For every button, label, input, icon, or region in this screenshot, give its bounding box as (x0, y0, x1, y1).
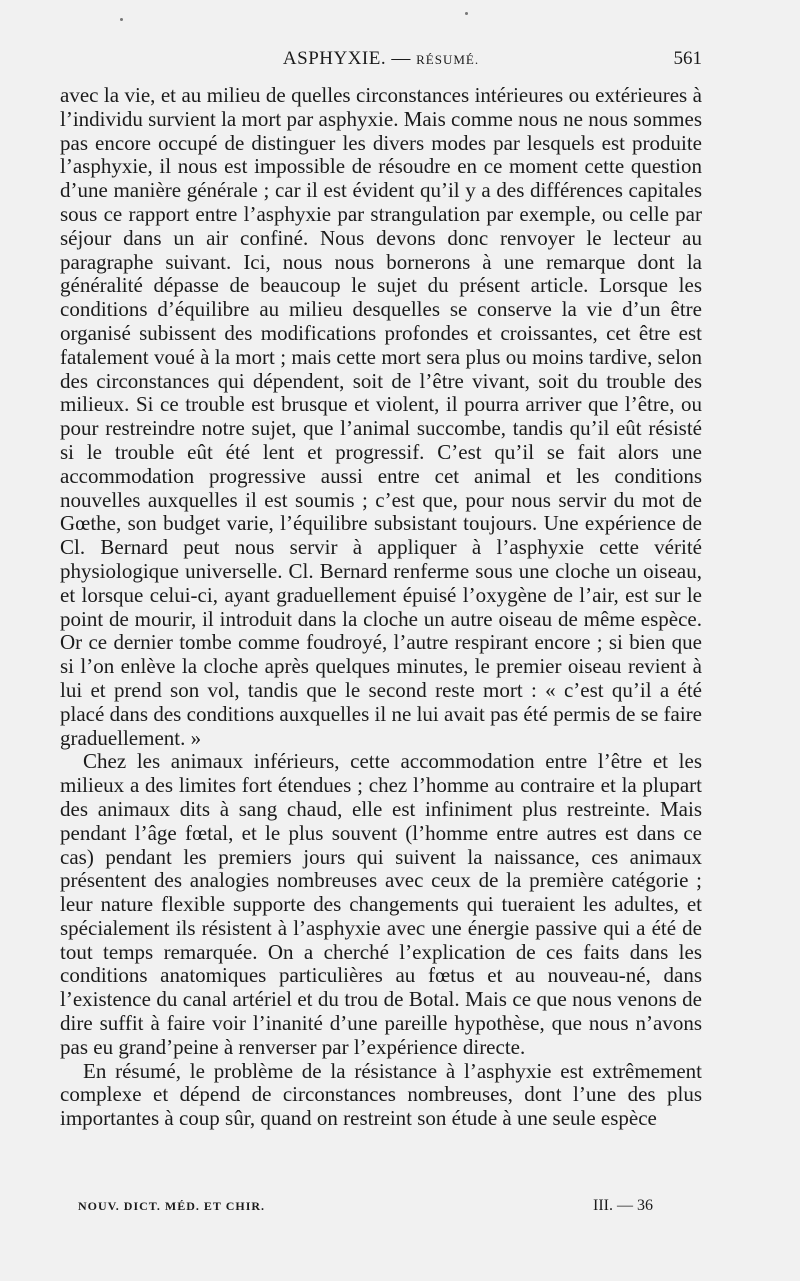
running-title (60, 48, 702, 70)
ink-speck (120, 18, 123, 21)
header-dash: — (391, 48, 411, 69)
paragraph-2: Chez les animaux inférieurs, cette accommodation entre l’être et les milieux a des limites fort étendues ; chez l’homme au contraire et la plupart des animaux dits à sang chaud, elle est infiniment plus restreinte. Mais pendant l’âge fœtal, et le plus souvent (l’homme entre autres est dans ce cas) pendant les premiers jours qui suivent la naissance, ces animaux présentent des analogies nombreuses avec ceux de la première catégorie ; leur nature flexible supporte des changements qui tueraient les adultes, et spécialement ils résistent à l’asphyxie avec une énergie passive qui a été de tout temps remarquée. On a cherché l’explication de ces faits dans les conditions anatomiques particulières au fœtus et au nouveau-né, dans l’existence du canal artériel et du trou de Botal. Mais ce que nous venons de dire suffit à faire voir l’inanité d’une pareille hypothèse, que nous n’avons pas eu grand’peine à renverser par l’expérience directe. (60, 749, 702, 1059)
body-text (60, 84, 702, 1131)
footer-publication: NOUV. DICT. MÉD. ET CHIR. (78, 1199, 266, 1213)
running-header (60, 48, 702, 74)
header-title: ASPHYXIE. (282, 48, 387, 69)
footer-signature: III. — 36 (593, 1197, 653, 1214)
paragraph-3: En résumé, le problème de la résistance à l’asphyxie est extrêmement complexe et dépend de circonstances nombreuses, dont l’une des plus importantes à coup sûr, quand on restreint son étude à une seule espèce (60, 1058, 702, 1131)
paragraph-1: avec la vie, et au milieu de quelles circonstances intérieures ou extérieures à l’individu survient la mort par asphyxie. Mais comme nous ne nous sommes pas encore occupé de distinguer les divers modes par lesquels est produite l’asphyxie, il nous est impossible de résoudre en ce moment cette question d’une manière générale ; car il est évident qu’il y a des différences capitales sous ce rapport entre l’asphyxie par strangulation par exemple, ou celle par séjour dans un air confiné. Nous devons donc renvoyer le lecteur au paragraphe suivant. Ici, nous nous bornerons à une remarque dont la généralité dépasse de beaucoup le sujet du présent article. Lorsque les conditions d’équilibre au milieu desquelles se conserve la vie d’un être organisé subissent des modifications profondes et croissantes, cet être est fatalement voué à la mort ; mais cette mort sera plus ou moins tardive, selon des circonstances qui dépendent, soit de l’être vivant, soit du trouble des milieux. Si ce trouble est brusque et violent, il pourra arriver que l’être, ou pour restreindre notre sujet, que l’animal succombe, tandis qu’il eût résisté si le trouble eût été lent et progressif. C’est qu’il se fait alors une accommodation progressive aussi entre cet animal et les conditions nouvelles auxquelles il est soumis ; c’est que, pour nous servir du mot de Gœthe, son budget varie, l’équilibre subsistant toujours. Une expérience de Cl. Bernard peut nous servir à appliquer à l’asphyxie cette vérité physiologique universelle. Cl. Bernard renferme sous une cloche un oiseau, et lorsque celui-ci, ayant graduellement épuisé l’oxygène de l’air, est sur le point de mourir, il introduit dans la cloche un autre oiseau de même espèce. Or ce dernier tombe comme foudroyé, l’autre respirant encore ; si bien que si l’on enlève la cloche après quelques minutes, le premier oiseau revient à lui et prend son vol, tandis que le second reste mort : « c’est qu’il a été placé dans des conditions auxquelles il ne lui avait pas été permis de se faire graduellement. » (60, 83, 702, 750)
header-subtitle: RÉSUMÉ. (416, 52, 480, 67)
ink-speck (465, 12, 468, 15)
page-number: 561 (673, 48, 702, 69)
page-footer (78, 1197, 653, 1219)
